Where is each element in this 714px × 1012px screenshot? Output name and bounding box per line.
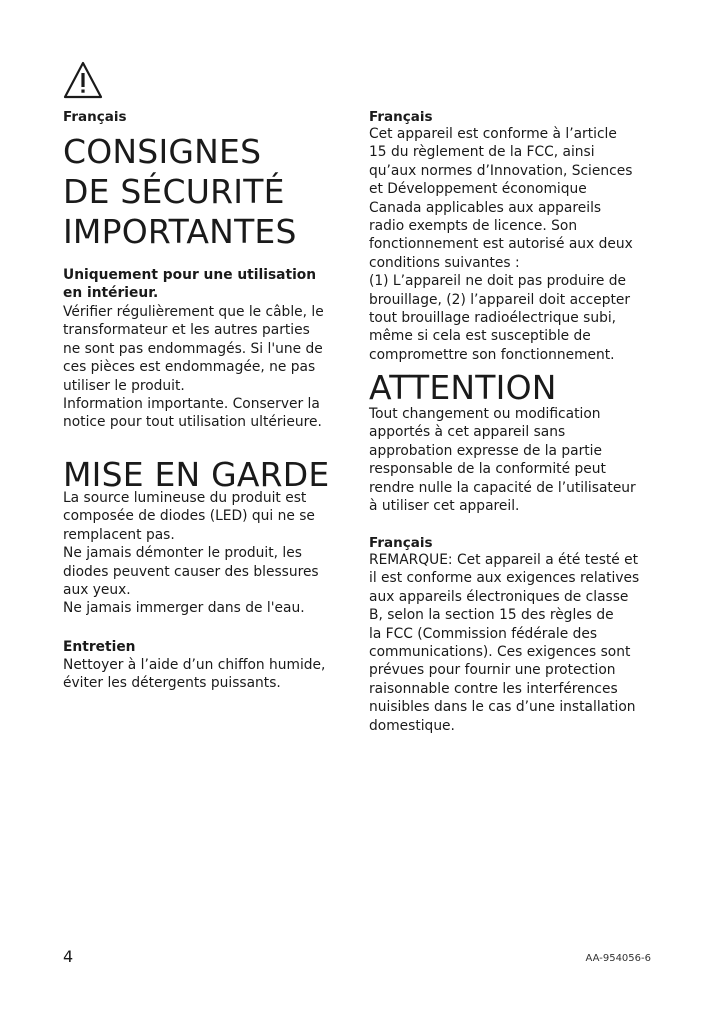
language-label: Français bbox=[63, 109, 127, 125]
language-label: Français bbox=[369, 109, 433, 125]
language-label: Français bbox=[369, 535, 433, 551]
warning-triangle-icon bbox=[63, 60, 103, 100]
maintenance-heading: Entretien bbox=[63, 639, 136, 655]
indoor-heading: Uniquement pour une utilisation en intérieur. bbox=[63, 267, 317, 302]
document-code: AA-954056-6 bbox=[585, 953, 651, 964]
caution-title: MISE EN GARDE bbox=[63, 455, 330, 494]
fcc-compliance-text: Cet appareil est conforme à l’article 15 du règlement de la FCC, ainsi qu’aux normes d’Innovation, Sciences et Développement économique Canada applicables aux appareils radio exempts de licence. Son fonctionnement est autorisé aux deux conditions suivantes : (1) L’appareil ne doit pas produire de brouillage, (2) l’appareil doit accepter tout brouillage radioélectrique subi, même si cela est susceptible de compromettre son fonctionnement. bbox=[369, 126, 633, 363]
caution-text: La source lumineuse du produit est composée de diodes (LED) qui ne se remplacent pas. Ne jamais démonter le produit, les diodes peuvent causer des blessures aux yeux. Ne jamais immerger dans de l'eau. bbox=[63, 490, 319, 617]
main-title: CONSIGNES DE SÉCURITÉ IMPORTANTES bbox=[63, 132, 297, 251]
page-number: 4 bbox=[63, 947, 74, 966]
maintenance-text: Nettoyer à l’aide d’un chiffon humide, éviter les détergents puissants. bbox=[63, 657, 326, 692]
attention-title: ATTENTION bbox=[369, 368, 557, 407]
remark-text: REMARQUE: Cet appareil a été testé et il est conforme aux exigences relatives aux appareils électroniques de classe B, selon la section 15 des règles de la FCC (Commission fédérale des communications). Ces exigences sont prévues pour fournir une protection raisonnable contre les interférences nuisibles dans le cas d’une installation domestique. bbox=[369, 552, 640, 734]
indoor-text: Vérifier régulièrement que le câble, le transformateur et les autres parties ne sont pas endommagés. Si l'une de ces pièces est endommagée, ne pas utiliser le produit. Information importante. Conserver la notice pour tout utilisation ultérieure. bbox=[63, 304, 324, 431]
attention-text: Tout changement ou modification apportés à cet appareil sans approbation expresse de la partie responsable de la conformité peut rendre nulle la capacité de l’utilisateur à utiliser cet appareil. bbox=[369, 406, 636, 515]
